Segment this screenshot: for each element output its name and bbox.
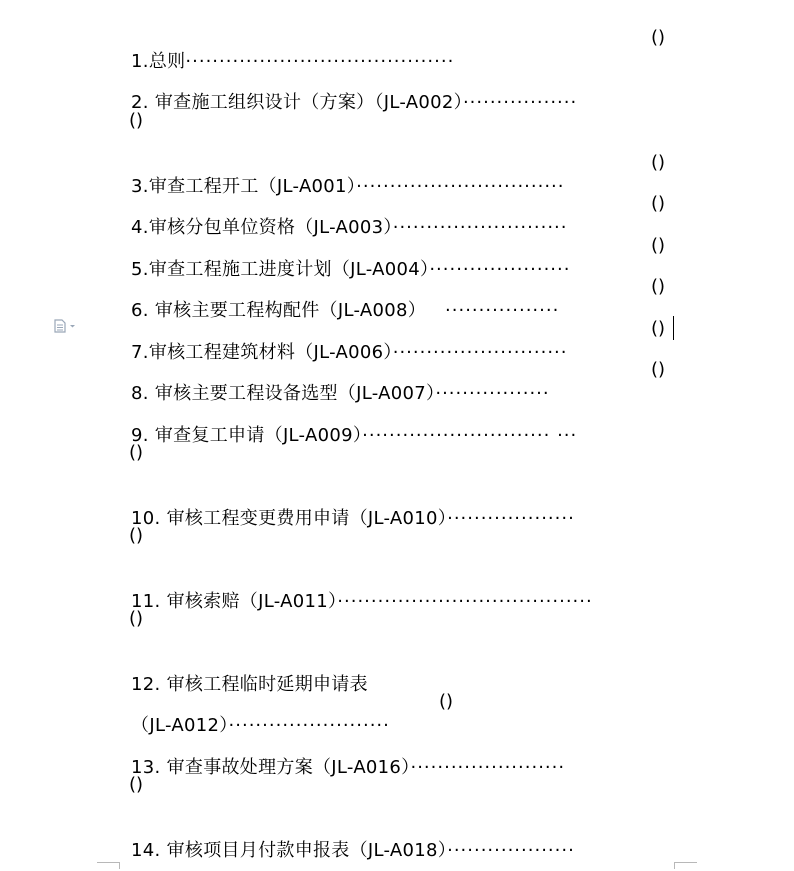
toc-item-5-text: 5.审查工程施工进度计划（JL-A004） bbox=[131, 259, 430, 280]
page-corner-mark-left bbox=[97, 862, 120, 869]
toc-item-13[interactable] bbox=[119, 732, 565, 780]
toc-page-placeholder: () bbox=[651, 359, 666, 380]
toc-item-9[interactable] bbox=[119, 400, 577, 448]
toc-page-placeholder: () bbox=[129, 774, 144, 795]
toc-item-2-text: 2. 审查施工组织设计（方案）（JL-A002） bbox=[131, 92, 463, 113]
toc-leader-dots: ········································ bbox=[185, 51, 455, 72]
toc-item-10[interactable] bbox=[119, 483, 575, 531]
toc-item-11[interactable] bbox=[119, 566, 593, 614]
toc-page-placeholder: () bbox=[651, 193, 666, 214]
toc-item-8-text: 8. 审核主要工程设备选型（JL-A007） bbox=[131, 383, 436, 404]
toc-leader-dots: ························ bbox=[228, 715, 390, 736]
toc-leader-dots: ······················· bbox=[410, 757, 566, 778]
toc-leader-dots: ···························· ··· bbox=[362, 425, 578, 446]
toc-item-6[interactable] bbox=[119, 275, 559, 323]
toc-leader-dots: ·························· bbox=[392, 342, 568, 363]
toc-leader-dots: ······································ bbox=[337, 591, 593, 612]
toc-item-8[interactable] bbox=[119, 358, 550, 406]
toc-item-12-text: 12. 审核工程临时延期申请表 bbox=[131, 674, 368, 695]
toc-item-12-code: （JL-A012） bbox=[131, 715, 229, 736]
document-icon[interactable] bbox=[53, 319, 77, 333]
toc-leader-dots: ····················· bbox=[429, 259, 571, 280]
toc-leader-dots: ················· bbox=[445, 300, 560, 321]
toc-item-2[interactable] bbox=[119, 67, 577, 115]
toc-leader-dots: ················· bbox=[462, 92, 578, 113]
toc-page-placeholder: () bbox=[651, 235, 666, 256]
toc-item-3-text: 3.审查工程开工（JL-A001） bbox=[131, 176, 357, 197]
toc-item-6-text: 6. 审核主要工程构配件（JL-A008） bbox=[131, 300, 418, 321]
toc-item-7-text: 7.审核工程建筑材料（JL-A006） bbox=[131, 342, 393, 363]
toc-item-12-continued[interactable] bbox=[119, 690, 390, 738]
toc-page-placeholder: () bbox=[439, 691, 454, 712]
toc-page-placeholder: () bbox=[129, 608, 144, 629]
page-corner-mark-right bbox=[674, 862, 697, 869]
toc-page-placeholder: () bbox=[651, 276, 666, 297]
toc-item-9-text: 9. 审查复工申请（JL-A009） bbox=[131, 425, 363, 446]
toc-leader-dots: ··················· bbox=[447, 840, 575, 861]
text-cursor bbox=[673, 316, 674, 340]
toc-item-4-text: 4.审核分包单位资格（JL-A003） bbox=[131, 217, 393, 238]
toc-page-placeholder: () bbox=[129, 442, 144, 463]
toc-page-placeholder: () bbox=[651, 27, 666, 48]
toc-item-14-text: 14. 审核项目月付款申报表（JL-A018） bbox=[131, 840, 448, 861]
toc-item-13-text: 13. 审查事故处理方案（JL-A016） bbox=[131, 757, 411, 778]
toc-page-placeholder: () bbox=[651, 318, 666, 339]
toc-item-10-text: 10. 审核工程变更费用申请（JL-A010） bbox=[131, 508, 448, 529]
toc-item-11-text: 11. 审核索赔（JL-A011） bbox=[131, 591, 338, 612]
toc-item-1-text: 1.总则 bbox=[131, 51, 186, 72]
toc-leader-dots: ················· bbox=[435, 383, 550, 404]
toc-page-placeholder: () bbox=[129, 110, 144, 131]
toc-leader-dots: ··················· bbox=[447, 508, 575, 529]
toc-leader-dots: ······························· bbox=[356, 176, 565, 197]
toc-page-placeholder: () bbox=[129, 525, 144, 546]
toc-page-placeholder: () bbox=[651, 152, 666, 173]
toc-leader-dots: ·························· bbox=[392, 217, 568, 238]
toc-item-14[interactable] bbox=[119, 815, 575, 863]
toc-item-4[interactable] bbox=[119, 192, 567, 240]
